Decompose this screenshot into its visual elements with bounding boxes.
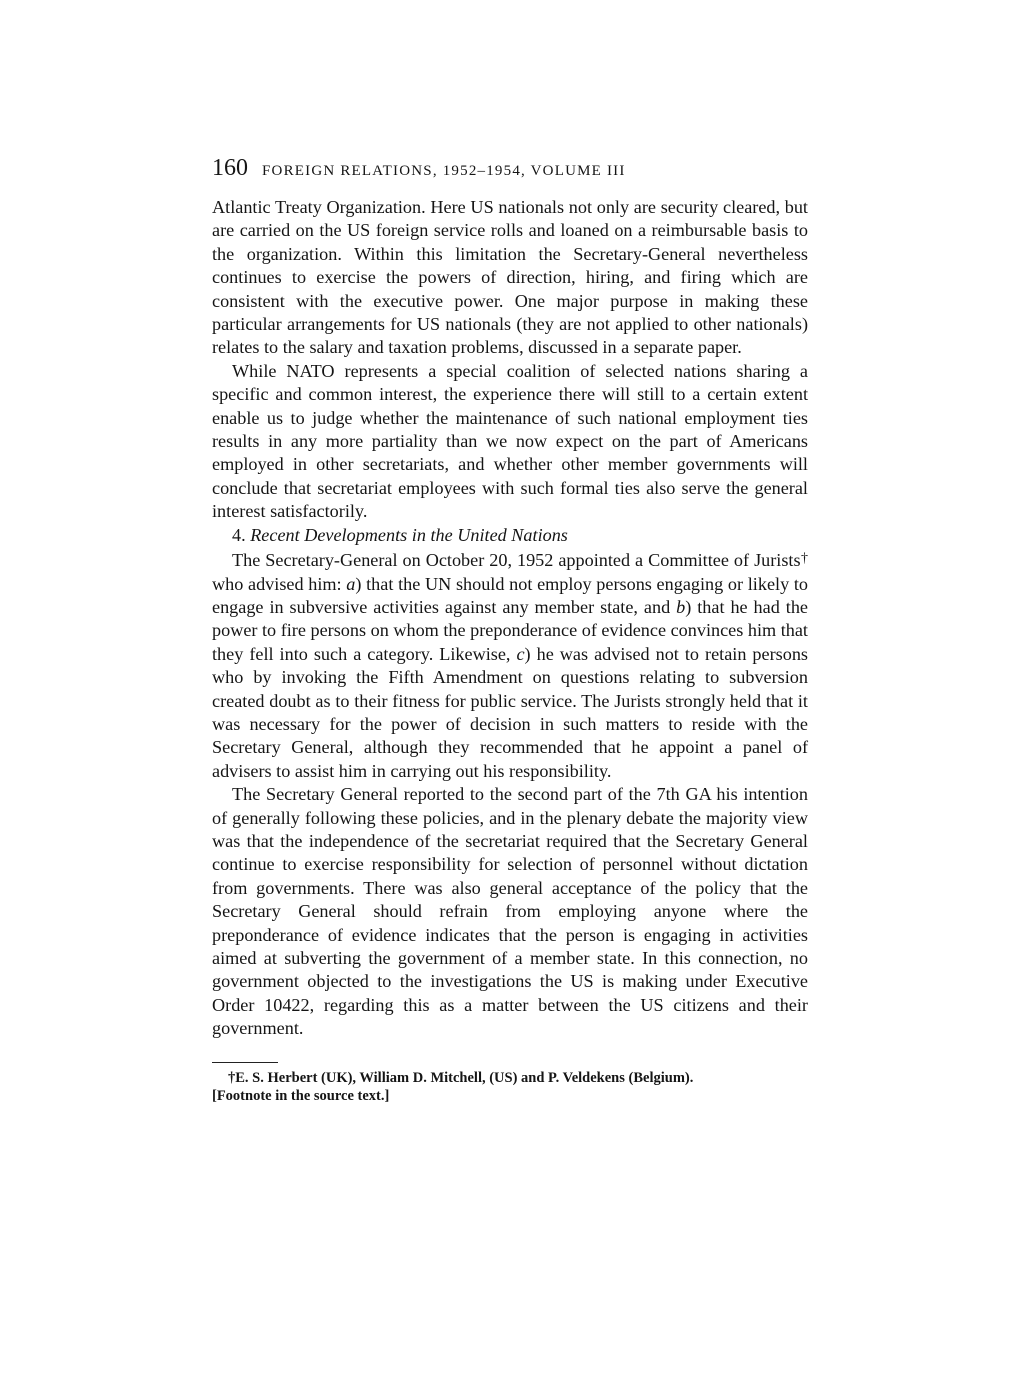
section-heading	[212, 524, 808, 547]
section-number: 4.	[232, 524, 246, 545]
item-letter-b: b	[676, 596, 686, 617]
section-title: Recent Developments in the United Nations	[250, 524, 568, 545]
text-segment: The Secretary-General on October 20, 1952 appointed a Committee of Jurists	[232, 550, 801, 571]
text-segment: ) he was advised not to retain persons who by invoking the Fifth Amendment on questions relating to subversion created doubt as to their fitness for public service. The Jurists strongly held that it was necessary for the power of decision in such matters to reside with the Secretary General, although they recommended that he appoint a panel of advisers to assist him in carrying out his responsibility.	[212, 643, 808, 781]
item-letter-c: c	[516, 643, 525, 664]
paragraph-continuation: Atlantic Treaty Organization. Here US nationals not only are security cleared, but are carried on the US foreign service rolls and loaned on a reimbursable basis to the organization. Within this limitation the Secretary-General nevertheless continues to exercise the powers of direction, hiring, and firing which are consistent with the executive power. One major purpose in making these particular arrangements for US nationals (they are not applied to other nationals) relates to the salary and taxation problems, discussed in a separate paper.	[212, 197, 808, 358]
paragraph-general-assembly: The Secretary General reported to the second part of the 7th GA his intention of generally following these policies, and in the plenary debate the majority view was that the independence of the secretariat required that the Secretary General continue to exercise responsibility for selection of personnel without dictation from governments. There was also general acceptance of the policy that the Secretary General should refrain from employing anyone where the preponderance of evidence indicates that the person is engaging in activities aimed at subverting the government of a member state. In this connection, no government objected to the investigations the US is making under Executive Order 10422, regarding this as a matter between the US citizens and their government.	[212, 784, 808, 1039]
document-page	[212, 155, 808, 1105]
text-segment: ) that the UN should not employ persons engaging or likely to engage in subversive activities against any member state, and	[212, 573, 808, 617]
footnote-line-1: †E. S. Herbert (UK), William D. Mitchell, (US) and P. Veldekens (Belgium).	[228, 1069, 694, 1086]
footnote-line-2: [Footnote in the source text.]	[212, 1087, 390, 1104]
body-text	[212, 196, 808, 1041]
page-number: 160	[212, 155, 248, 181]
footnote	[212, 1069, 808, 1105]
text-segment: who advised him:	[212, 573, 347, 594]
text-segment: ) that he had the power to fire persons on whom the preponderance of evidence convinces him that they fell into such a category. Likewise,	[212, 596, 808, 664]
header-title: FOREIGN RELATIONS, 1952–1954, VOLUME III	[262, 163, 626, 179]
item-letter-a: a	[346, 573, 356, 594]
paragraph-committee-of-jurists	[212, 547, 808, 783]
running-head	[212, 155, 808, 182]
paragraph-nato: While NATO represents a special coalition of selected nations sharing a specific and common interest, the experience there will still to a certain extent enable us to judge whether the maintenance of such national employment ties results in any more partiality than we now expect on the part of Americans employed in other secretariats, and whether other member governments will conclude that secretariat employees with such formal ties also serve the general interest satisfactorily.	[212, 360, 808, 522]
footnote-divider	[212, 1062, 278, 1063]
footnote-mark: †	[800, 551, 809, 567]
